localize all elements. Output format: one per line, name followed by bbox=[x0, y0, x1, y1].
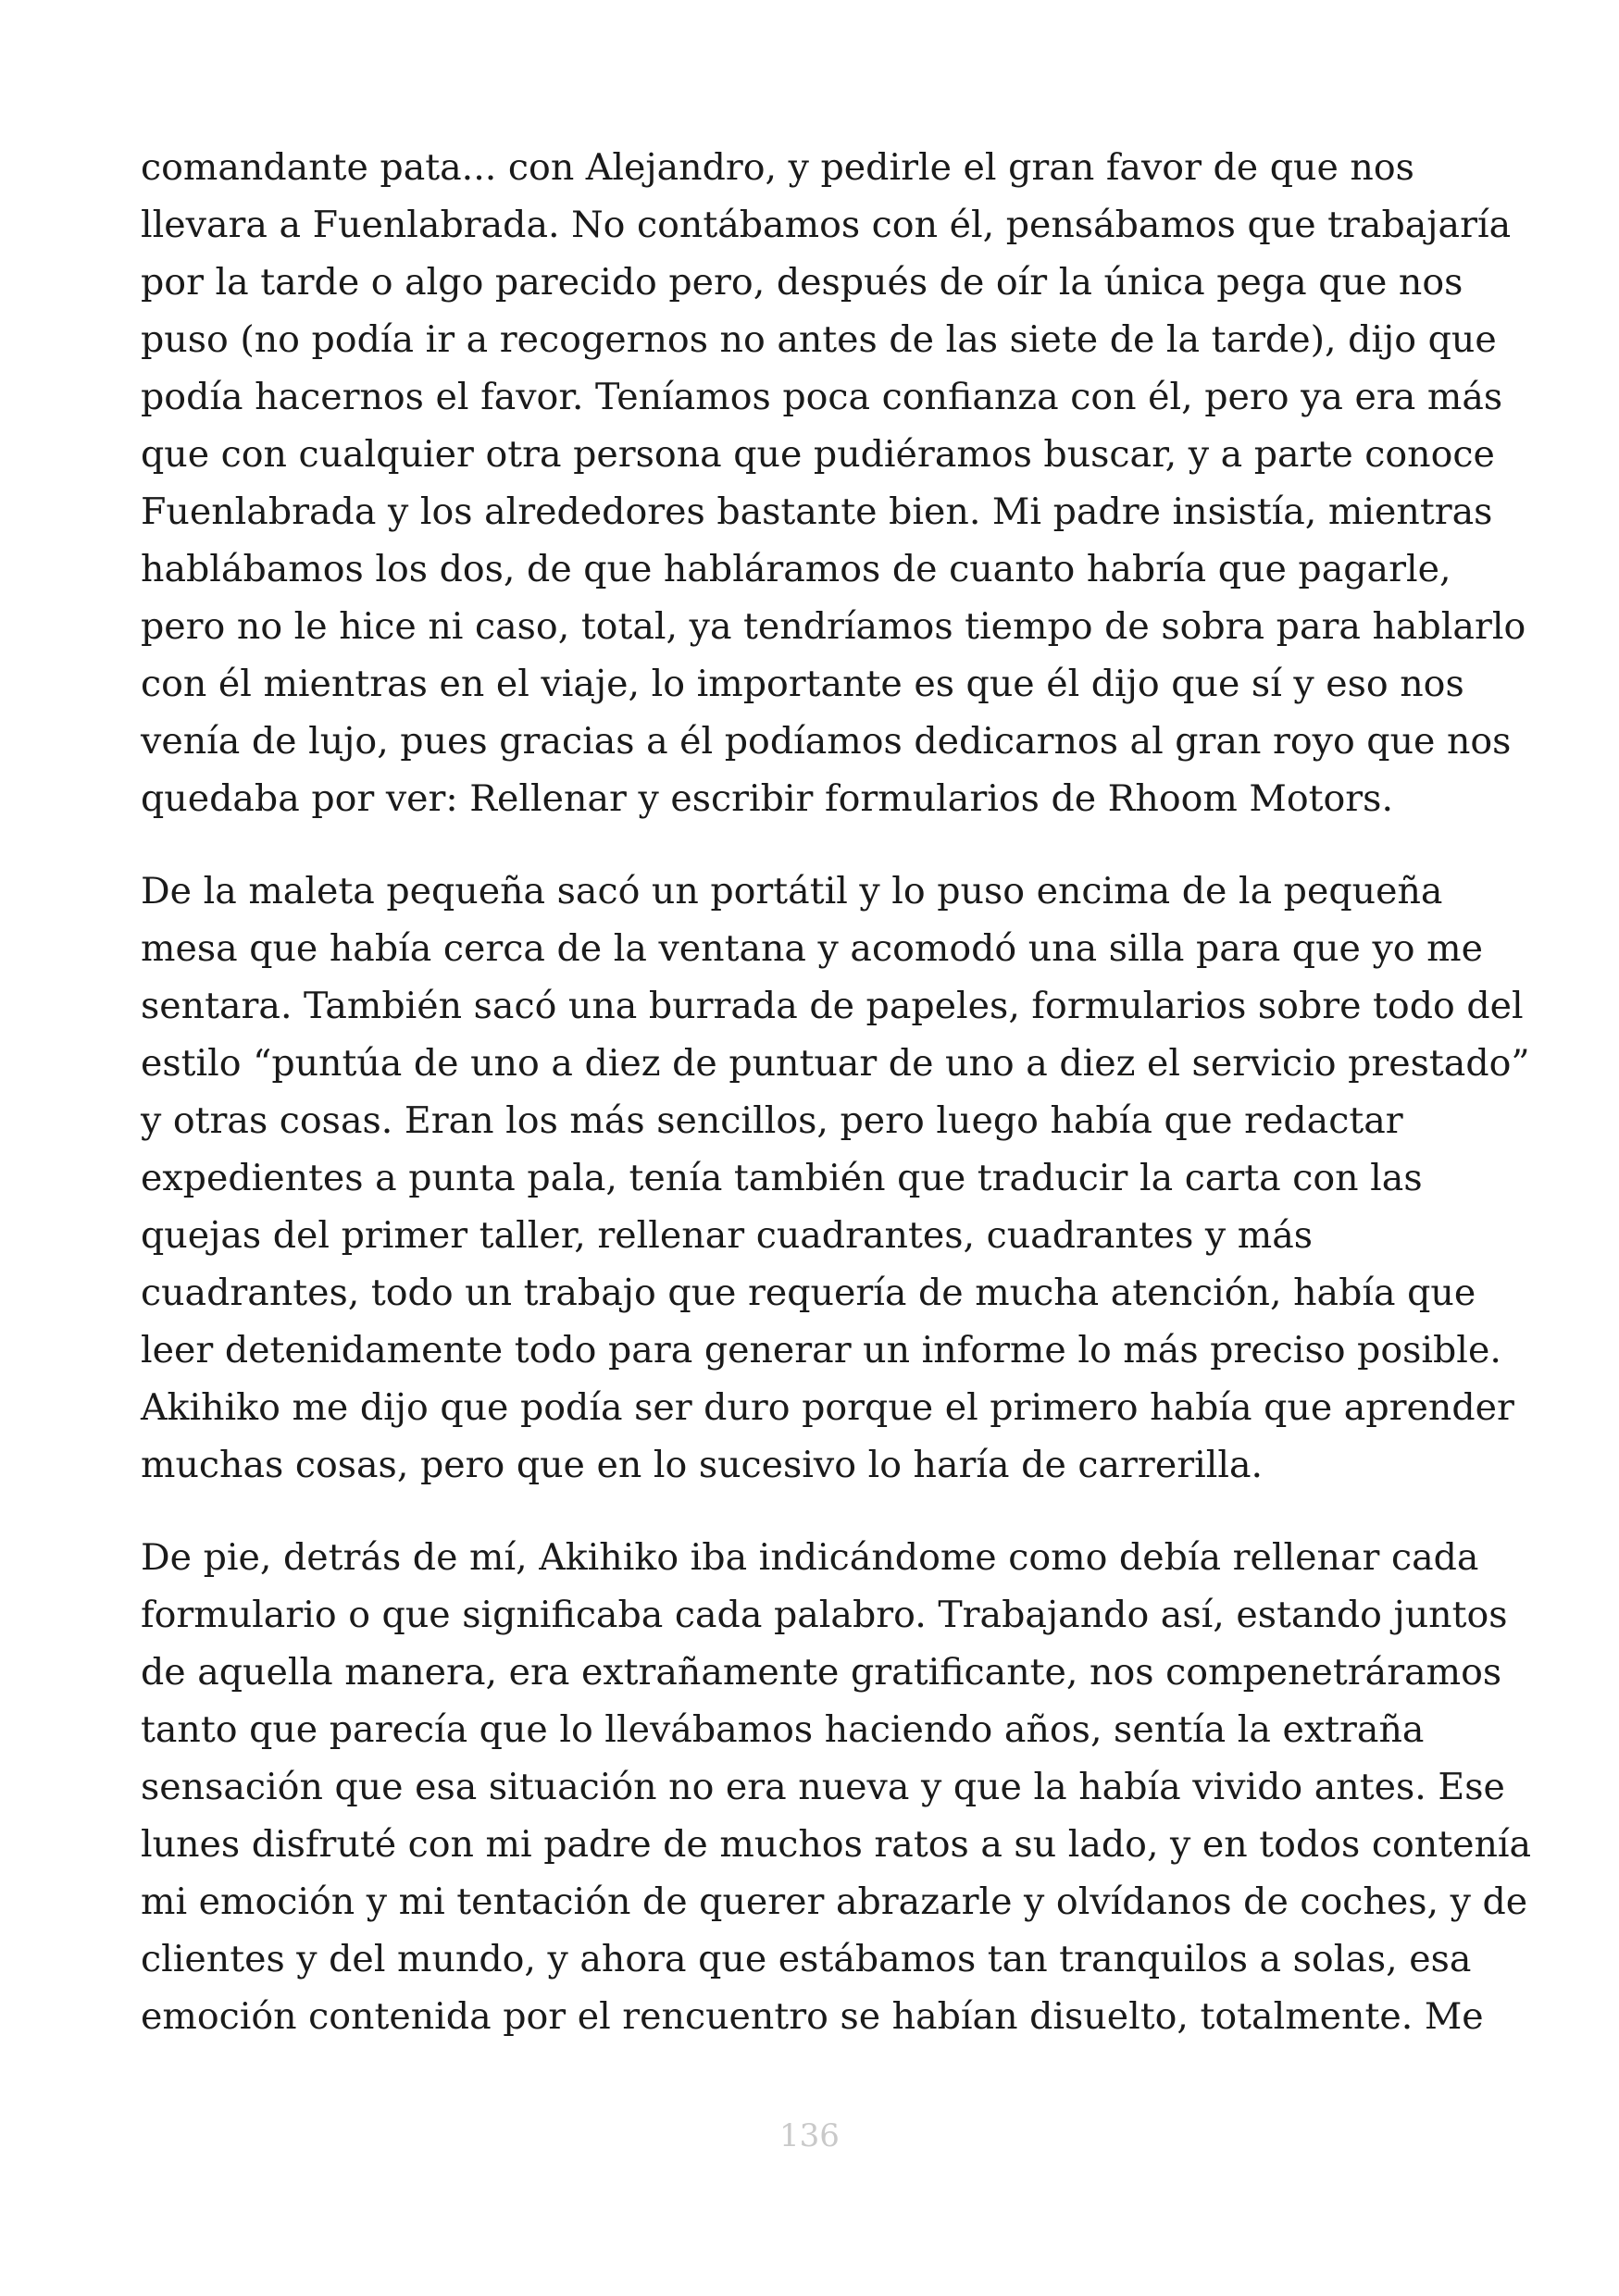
text-line: con él mientras en el viaje, lo importante es que él dijo que sí y eso nos bbox=[141, 663, 1464, 705]
text-line: expedientes a punta pala, tenía también que traducir la carta con las bbox=[141, 1157, 1423, 1199]
body-text bbox=[141, 139, 1532, 2080]
text-line: muchas cosas, pero que en lo sucesivo lo haría de carrerilla. bbox=[141, 1444, 1264, 1486]
text-line: formulario o que significaba cada palabro. Trabajando así, estando juntos bbox=[141, 1594, 1508, 1636]
paragraph-3 bbox=[141, 1529, 1532, 2045]
text-line: y otras cosas. Eran los más sencillos, pero luego había que redactar bbox=[141, 1099, 1403, 1142]
text-line: leer detenidamente todo para generar un informe lo más preciso posible. bbox=[141, 1329, 1501, 1371]
text-line: quedaba por ver: Rellenar y escribir formularios de Rhoom Motors. bbox=[141, 777, 1394, 820]
text-line: De la maleta pequeña sacó un portátil y lo puso encima de la pequeña bbox=[141, 870, 1443, 912]
paragraph-2 bbox=[141, 863, 1530, 1494]
text-line: sentara. También sacó una burrada de papeles, formularios sobre todo del bbox=[141, 985, 1524, 1027]
text-line: de aquella manera, era extrañamente gratificante, nos compenetráramos bbox=[141, 1651, 1502, 1694]
text-line: podía hacernos el favor. Teníamos poca confianza con él, pero ya era más bbox=[141, 376, 1503, 418]
paragraph-1 bbox=[141, 139, 1526, 827]
text-line: Akihiko me dijo que podía ser duro porque el primero había que aprender bbox=[141, 1386, 1514, 1429]
text-line: venía de lujo, pues gracias a él podíamos dedicarnos al gran royo que nos bbox=[141, 720, 1512, 763]
text-line: tanto que parecía que lo llevábamos haciendo años, sentía la extraña bbox=[141, 1708, 1425, 1751]
text-line: puso (no podía ir a recogernos no antes de las siete de la tarde), dijo que bbox=[141, 318, 1497, 361]
page-number: 136 bbox=[779, 2117, 840, 2154]
text-line: quejas del primer taller, rellenar cuadrantes, cuadrantes y más bbox=[141, 1214, 1314, 1257]
text-line: comandante pata... con Alejandro, y pedirle el gran favor de que nos bbox=[141, 146, 1414, 189]
text-line: llevara a Fuenlabrada. No contábamos con él, pensábamos que trabajaría bbox=[141, 204, 1512, 246]
text-line: Fuenlabrada y los alrededores bastante bien. Mi padre insistía, mientras bbox=[141, 490, 1493, 533]
text-line: cuadrantes, todo un trabajo que requería de mucha atención, había que bbox=[141, 1272, 1476, 1314]
text-line: hablábamos los dos, de que habláramos de cuanto habría que pagarle, bbox=[141, 548, 1451, 590]
text-line: por la tarde o algo parecido pero, después de oír la única pega que nos bbox=[141, 261, 1463, 304]
text-line: lunes disfruté con mi padre de muchos ratos a su lado, y en todos contenía bbox=[141, 1823, 1532, 1866]
text-line: estilo “puntúa de uno a diez de puntuar de uno a diez el servicio prestado” bbox=[141, 1042, 1530, 1085]
text-line: mesa que había cerca de la ventana y acomodó una silla para que yo me bbox=[141, 927, 1483, 970]
text-line: De pie, detrás de mí, Akihiko iba indicándome como debía rellenar cada bbox=[141, 1536, 1479, 1579]
text-line: pero no le hice ni caso, total, ya tendríamos tiempo de sobra para hablarlo bbox=[141, 605, 1526, 648]
text-line: sensación que esa situación no era nueva y que la había vivido antes. Ese bbox=[141, 1766, 1505, 1808]
text-line: emoción contenida por el rencuentro se habían disuelto, totalmente. Me bbox=[141, 1995, 1484, 2038]
text-line: clientes y del mundo, y ahora que estábamos tan tranquilos a solas, esa bbox=[141, 1938, 1472, 1980]
text-line: mi emoción y mi tentación de querer abrazarle y olvídanos de coches, y de bbox=[141, 1880, 1528, 1923]
text-line: que con cualquier otra persona que pudiéramos buscar, y a parte conoce bbox=[141, 433, 1495, 476]
